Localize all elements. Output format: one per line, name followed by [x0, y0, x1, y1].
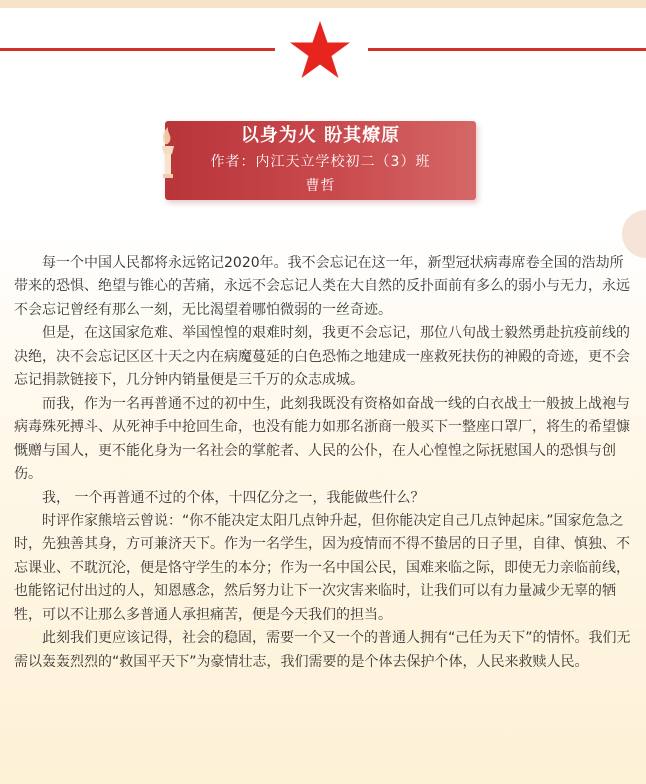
- paragraph: 而我，作为一名再普通不过的初中生，此刻我既没有资格如奋战一线的白衣战士一般披上战袍与病毒殊死搏斗、从死神手中抢回生命，也没有能力如那名浙商一般买下一整座口罩厂，将生的希望慷慨赠与国人，更不能化身为一名社会的掌舵者、人民的公仆，在人心惶惶之际抚慰国人的恐惧与创伤。: [14, 395, 630, 483]
- paragraph: 每一个中国人民都将永远铭记2020年。我不会忘记在这一年，新型冠状病毒席卷全国的浩劫所带来的恐惧、绝望与锥心的苦痛，永远不会忘记人类在大自然的反扑面前有多么的弱小与无力，永远不会忘记曾经有那么一刻，无比渴望着哪怕微弱的一丝奇迹。: [14, 255, 630, 318]
- paragraph: 时评作家熊培云曾说：“你不能决定太阳几点钟升起，但你能决定自己几点钟起床。”国家危急之时，先独善其身，方可兼济天下。作为一名学生，因为疫情而不得不蛰居的日子里，自律、慎独、不忘课业、不耽沉沦，便是恪守学生的本分；作为一名中国公民，国难来临之际，即使无力亲临前线，也能铭记付出过的人，知恩感念，然后努力让下一次灾害来临时，让我们可以有力量减少无辜的牺牲，可以不让那么多普通人承担痛苦，便是今天我们的担当。: [14, 512, 630, 623]
- paragraph: 但是，在这国家危难、举国惶惶的艰难时刻，我更不会忘记，那位八旬战士毅然勇赴抗疫前线的决绝，决不会忘记区区十天之内在病魔蔓延的白色恐怖之地建成一座救死扶伤的神殿的奇迹，更不会忘记捐款链接下，几分钟内销量便是三千万的众志成城。: [14, 325, 630, 389]
- star-icon: [288, 18, 352, 82]
- paragraph: 我， 一个再普通不过的个体，十四亿分之一，我能做些什么？: [42, 489, 425, 506]
- article-body: [14, 252, 632, 674]
- article-author: 作者：内江天立学校初二（3）班: [210, 154, 431, 170]
- divider-line-left: [0, 48, 275, 51]
- top-decor-bar: [0, 0, 646, 8]
- divider-line-right: [368, 48, 646, 51]
- article-author-name: 曹哲: [305, 178, 336, 194]
- paragraph: 此刻我们更应该记得，社会的稳固，需要一个又一个的普通人拥有“己任为天下”的情怀。我们无需以轰轰烈烈的“救国平天下”为豪情壮志，我们需要的是个体去保护个体，人民来救赎人民。: [14, 630, 631, 670]
- article-title: 以身为火 盼其燎原: [240, 125, 401, 146]
